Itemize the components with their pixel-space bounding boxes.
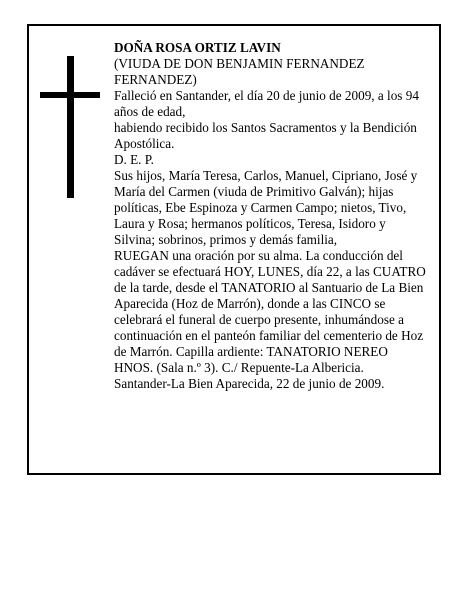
family-list: Sus hijos, María Teresa, Carlos, Manuel, Cipriano, José y María del Carmen (viuda de Primitivo Galván); hijas políticas, Ebe Espinoza y Carmen Campo; nietos, Tivo, Laura y Rosa; hermanos políticos, Teresa, Isidoro y Silvina; sobrinos, primos y demás familia, — [114, 168, 418, 247]
cross-icon — [40, 56, 100, 198]
deceased-name: DOÑA ROSA ORTIZ LAVIN — [114, 40, 281, 55]
sacraments-statement: habiendo recibido los Santos Sacramentos y la Bendición Apostólica. — [114, 120, 417, 151]
cross-horizontal-bar — [40, 92, 100, 98]
cross-vertical-bar — [67, 56, 74, 198]
place-date: Santander-La Bien Aparecida, 22 de junio de 2009. — [114, 376, 385, 391]
death-statement: Falleció en Santander, el día 20 de junio de 2009, a los 94 años de edad, — [114, 88, 419, 119]
widow-of-line: (VIUDA DE DON BENJAMIN FERNANDEZ FERNANDEZ) — [114, 56, 365, 87]
notice-text — [114, 40, 429, 392]
obituary-notice — [27, 24, 441, 475]
funeral-request: RUEGAN una oración por su alma. La conducción del cadáver se efectuará HOY, LUNES, día 22, a las CUATRO de la tarde, desde el TANATORIO al Santuario de La Bien Aparecida (Hoz de Marrón), donde a las CINCO se celebrará el funeral de cuerpo presente, inhumándose a continuación en el panteón familiar del cementerio de Hoz de Marrón. Capilla ardiente: TANATORIO NEREO HNOS. (Sala n.º 3). C./ Repuente-La Albericia. — [114, 248, 426, 375]
rip-line: D. E. P. — [114, 152, 154, 167]
